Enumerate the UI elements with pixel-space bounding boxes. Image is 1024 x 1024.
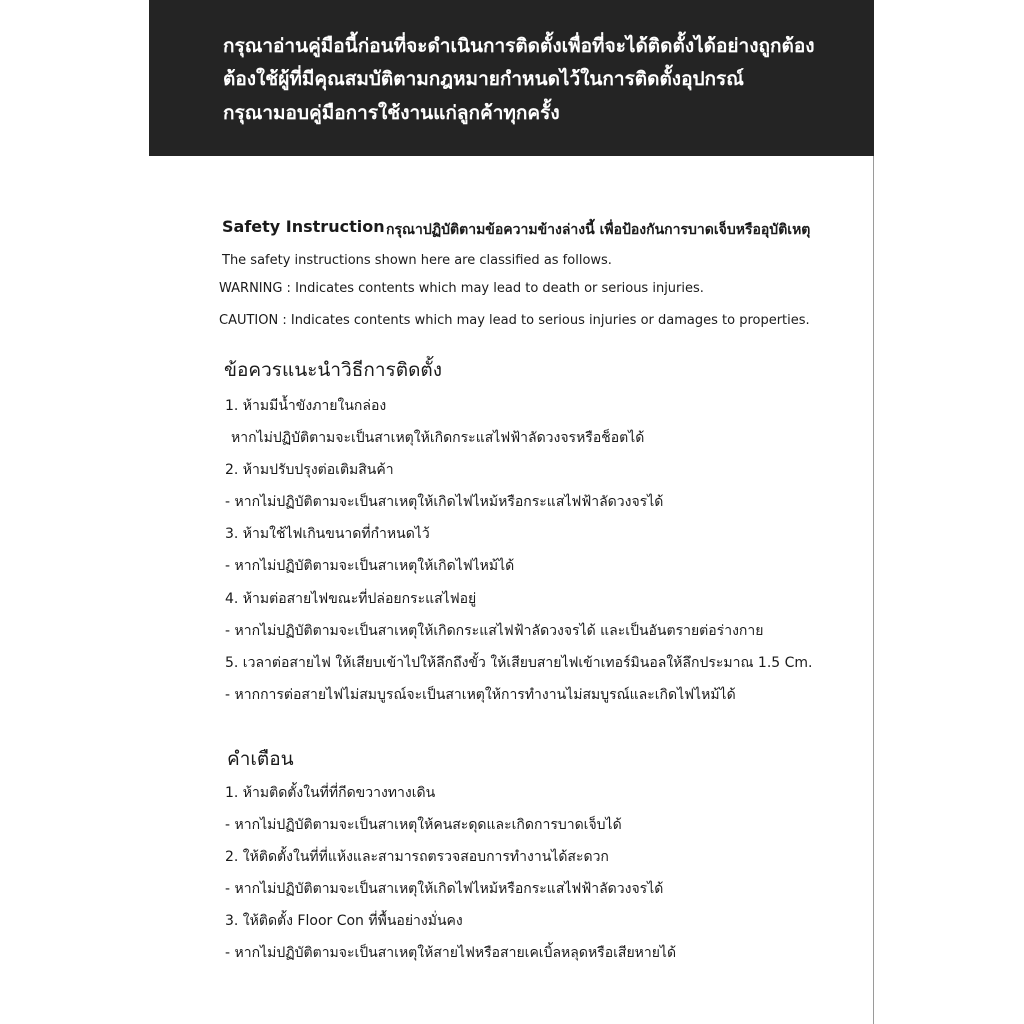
warning-heading: คำเตือน bbox=[227, 748, 294, 770]
safety-title: Safety Instruction bbox=[222, 217, 385, 236]
installation-heading: ข้อควรแนะนำวิธีการติดตั้ง bbox=[224, 359, 443, 381]
header-banner bbox=[149, 0, 874, 156]
caution-definition: CAUTION : Indicates contents which may lead to serious injuries or damages to properties. bbox=[219, 313, 810, 328]
header-line-1: กรุณาอ่านคู่มือนี้ก่อนที่จะดำเนินการติดตั้งเพื่อที่จะได้ติดตั้งได้อย่างถูกต้อง bbox=[223, 35, 815, 57]
list-item: - หากไม่ปฏิบัติตามจะเป็นสาเหตุให้เกิดไฟไหม้หรือกระแสไฟฟ้าลัดวงจรได้ bbox=[225, 881, 664, 897]
list-item: 1. ห้ามมีน้ำขังภายในกล่อง bbox=[225, 398, 387, 414]
safety-subtitle: กรุณาปฏิบัติตามข้อความข้างล่างนี้ เพื่อป้องกันการบาดเจ็บหรืออุบัติเหตุ bbox=[386, 222, 811, 238]
list-item: หากไม่ปฏิบัติตามจะเป็นสาเหตุให้เกิดกระแสไฟฟ้าลัดวงจรหรือช็อตได้ bbox=[231, 430, 645, 446]
header-line-2: ต้องใช้ผู้ที่มีคุณสมบัติตามกฎหมายกำหนดไว้ในการติดตั้งอุปกรณ์ bbox=[223, 68, 744, 90]
list-item: 3. ให้ติดตั้ง Floor Con ที่พื้นอย่างมั่นคง bbox=[225, 913, 463, 929]
list-item: - หากไม่ปฏิบัติตามจะเป็นสาเหตุให้เกิดกระแสไฟฟ้าลัดวงจรได้ และเป็นอันตรายต่อร่างกาย bbox=[225, 623, 764, 639]
list-item: 5. เวลาต่อสายไฟ ให้เสียบเข้าไปให้ลึกถึงขั้ว ให้เสียบสายไฟเข้าเทอร์มินอลให้ลึกประมาณ 1.5 Cm. bbox=[225, 655, 813, 671]
classified-text: The safety instructions shown here are classified as follows. bbox=[222, 253, 612, 268]
list-item: - หากไม่ปฏิบัติตามจะเป็นสาเหตุให้คนสะดุดและเกิดการบาดเจ็บได้ bbox=[225, 817, 622, 833]
warning-definition: WARNING : Indicates contents which may lead to death or serious injuries. bbox=[219, 281, 704, 296]
list-item: - หากไม่ปฏิบัติตามจะเป็นสาเหตุให้เกิดไฟไหม้หรือกระแสไฟฟ้าลัดวงจรได้ bbox=[225, 494, 664, 510]
list-item: - หากไม่ปฏิบัติตามจะเป็นสาเหตุให้เกิดไฟไหม้ได้ bbox=[225, 558, 515, 574]
list-item: 2. ห้ามปรับปรุงต่อเติมสินค้า bbox=[225, 462, 394, 478]
list-item: 2. ให้ติดตั้งในที่ที่แห้งและสามารถตรวจสอบการทำงานได้สะดวก bbox=[225, 849, 609, 865]
list-item: - หากไม่ปฏิบัติตามจะเป็นสาเหตุให้สายไฟหรือสายเคเบิ้ลหลุดหรือเสียหายได้ bbox=[225, 945, 677, 961]
list-item: 3. ห้ามใช้ไฟเกินขนาดที่กำหนดไว้ bbox=[225, 526, 430, 542]
list-item: 1. ห้ามติดตั้งในที่ที่กีดขวางทางเดิน bbox=[225, 785, 436, 801]
list-item: 4. ห้ามต่อสายไฟขณะที่ปล่อยกระแสไฟอยู่ bbox=[225, 591, 477, 607]
header-line-3: กรุณามอบคู่มือการใช้งานแก่ลูกค้าทุกครั้ง bbox=[223, 102, 560, 124]
manual-page bbox=[149, 0, 874, 1024]
list-item: - หากการต่อสายไฟไม่สมบูรณ์จะเป็นสาเหตุให้การทำงานไม่สมบูรณ์และเกิดไฟไหม้ได้ bbox=[225, 687, 736, 703]
